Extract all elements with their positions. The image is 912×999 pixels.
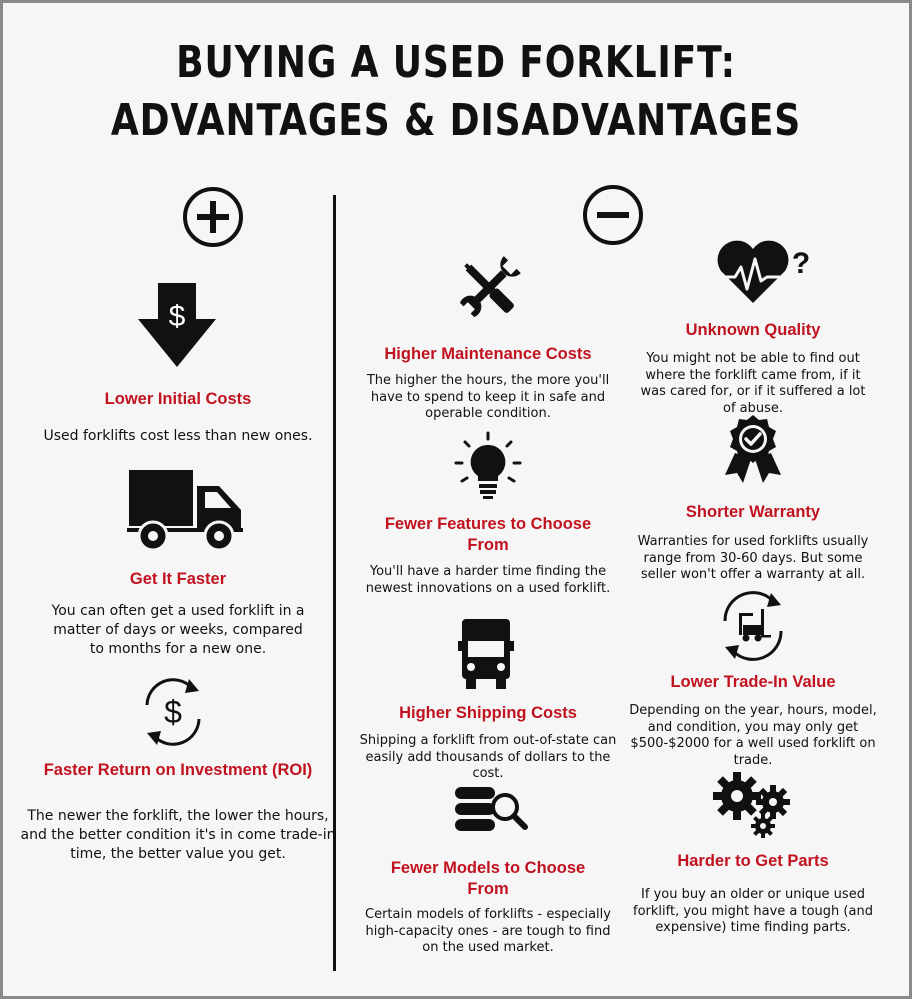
advantage-desc-1: Used forklifts cost less than new ones. (43, 428, 313, 444)
advantage-heading-3: Faster Return on Investment (ROI) (43, 761, 313, 779)
disadvantage-heading-4: Fewer Models to Choose From (390, 859, 586, 898)
svg-text:$: $ (164, 694, 182, 730)
disadvantage-desc-2: You'll have a harder time finding the newest innovations on a used forklift. (365, 564, 611, 596)
gears-icon (711, 768, 797, 840)
disadvantage-heading-5: Unknown Quality (685, 321, 821, 339)
disadvantage-desc-1: The higher the hours, the more you'll have to spend to keep it in safe and operable condition. (366, 373, 610, 421)
svg-text:?: ? (791, 247, 811, 280)
plus-circle-icon (181, 185, 245, 249)
title-line-1: BUYING A USED FORKLIFT: (176, 37, 736, 88)
disadvantage-heading-8: Harder to Get Parts (677, 852, 829, 870)
truck-front-icon (458, 617, 514, 691)
heart-question-icon (715, 237, 815, 307)
disadvantage-desc-7: Depending on the year, hours, model, and condition, you may only get $500-$2000 for a well used forklift on trade. (629, 703, 877, 768)
down-arrow-dollar-icon (136, 283, 218, 369)
disadvantage-desc-6: Warranties for used forklifts usually range from 30-60 days. But some seller won't offer a warranty at all. (637, 534, 869, 582)
title-line-2: ADVANTAGES & DISADVANTAGES (110, 95, 802, 146)
stack-search-icon (453, 783, 529, 839)
disadvantage-desc-5: You might not be able to find out where the forklift came from, if it was cared for, or if it suffered a lot of abuse. (640, 351, 866, 416)
advantage-heading-2: Get It Faster (129, 570, 227, 588)
svg-text:$: $ (168, 300, 186, 333)
dollar-cycle-icon (133, 675, 213, 749)
advantage-desc-2: You can often get a used forklift in a matter of days or weeks, compared to months for a new one. (51, 603, 305, 657)
disadvantage-desc-3: Shipping a forklift from out-of-state can easily add thousands of dollars to the cost. (359, 733, 617, 781)
disadvantage-heading-2: Fewer Features to Choose From (384, 515, 592, 554)
disadvantage-heading-6: Shorter Warranty (685, 503, 821, 521)
advantage-heading-1: Lower Initial Costs (104, 390, 252, 408)
disadvantage-desc-8: If you buy an older or unique used forklift, you might have a tough (and expensive) time finding parts. (633, 887, 873, 935)
wrench-screwdriver-icon (451, 253, 527, 323)
advantage-desc-3: The newer the forklift, the lower the hours, and the better condition it's in come trade-in time, the better value you get. (20, 808, 336, 862)
forklift-cycle-icon (713, 591, 793, 661)
award-badge-icon (723, 413, 783, 485)
disadvantage-heading-7: Lower Trade-In Value (670, 673, 836, 691)
delivery-truck-icon (127, 468, 247, 552)
disadvantage-desc-4: Certain models of forklifts - especially high-capacity ones - are tough to find on the used market. (365, 907, 611, 955)
disadvantage-heading-1: Higher Maintenance Costs (384, 345, 592, 363)
minus-circle-icon (581, 183, 645, 247)
lightbulb-icon (453, 431, 523, 501)
disadvantage-heading-3: Higher Shipping Costs (399, 704, 577, 722)
